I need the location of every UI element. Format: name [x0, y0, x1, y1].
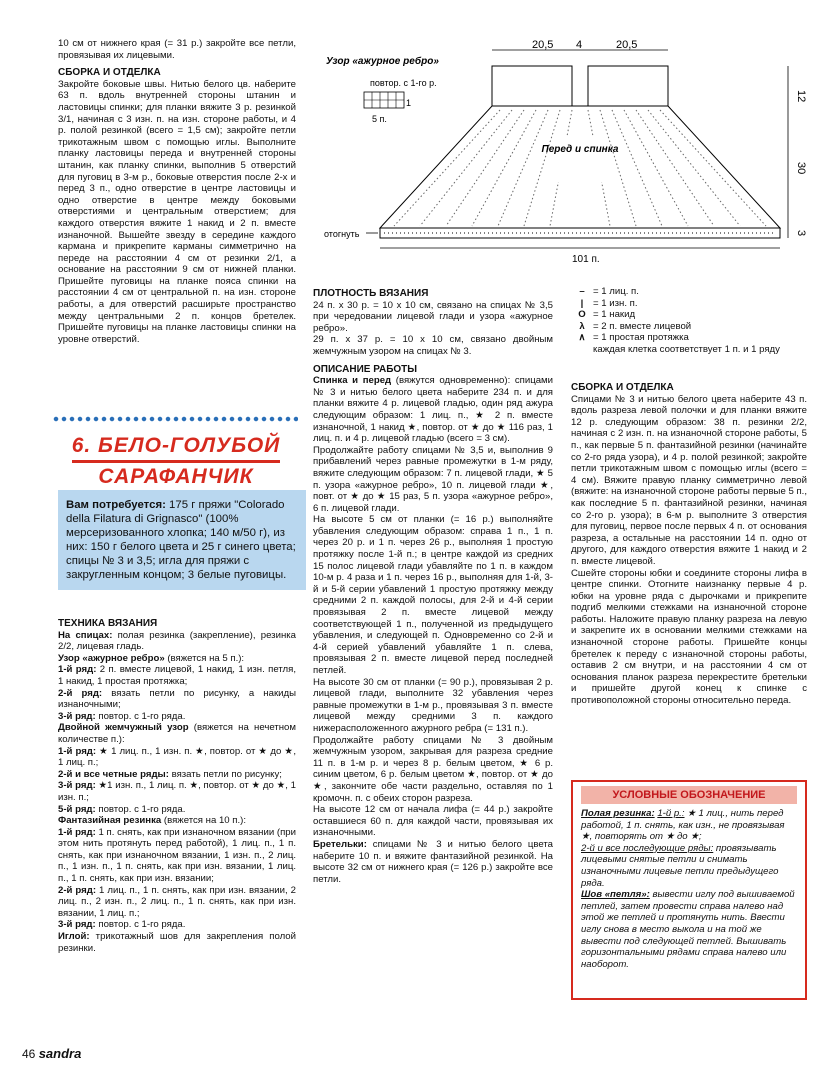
materials-text: 175 г пряжи "Colorado della Filatura di Grignasco" (100% мерсеризованного хлопка; 140 м/50 г), из них: 150 г белого цвета и 25 г синего цвета; спицы № 3 и 3,5; игла для пряжи с закругленным концом; 3 белые пуговицы. — [66, 499, 296, 581]
schematic-diagram — [320, 36, 810, 276]
technique-line-label: Узор «ажурное ребро» — [58, 652, 165, 664]
symbol-glyph: | — [580, 297, 584, 309]
technique-line-text: ★1 изн. п., 1 лиц. п. ★, повтор. от ★ до ★, 1 изн. п.; — [58, 780, 296, 803]
legend-l2-label: 2-й и все последующие ряды: — [581, 842, 714, 854]
symbol-row — [571, 286, 807, 298]
symbol-meaning: = 1 лиц. п. — [593, 286, 639, 297]
column-left — [58, 38, 296, 345]
technique-line — [58, 688, 296, 711]
symbol-meaning: = 1 накид — [593, 309, 636, 321]
technique-heading: ТЕХНИКА ВЯЗАНИЯ — [58, 618, 158, 629]
symbol-row — [571, 332, 807, 344]
legend-l1-label: Полая резинка: — [581, 808, 655, 819]
page-number: 46 — [22, 1047, 36, 1061]
technique-line — [58, 653, 296, 665]
title-line-1: 6. БЕЛО-ГОЛУБОЙ — [72, 432, 281, 463]
technique-line-text: 1 лиц. п., 1 п. снять, как при изн. вязании, 2 лиц. п., 2 изн. п., 2 лиц. п., 1 п. снять, как при изн. вязании, 1 лиц. п.; — [58, 884, 296, 919]
column-middle — [313, 288, 553, 885]
column-right — [571, 382, 807, 707]
piece-label: Перед и спинка — [541, 144, 619, 155]
technique-line-text: (вяжется на 10 п.): — [161, 815, 247, 827]
intro-text: 10 см от нижнего края (= 31 р.) закройте все петли, провязывая их лицевыми. — [58, 38, 296, 61]
legend-l3-label: Шов «петля»: — [581, 889, 650, 901]
symbol-row — [571, 298, 807, 310]
height-hem: 3 — [795, 230, 807, 237]
technique-line-label: 2-й ряд: — [58, 687, 103, 699]
technique-line — [58, 711, 296, 723]
technique-line — [58, 804, 296, 816]
legend-l2: провязывать лицевыми снятые петли и снимать изнаночными лицевые петли предыдущего ряда. — [581, 842, 779, 889]
technique-line — [58, 931, 296, 954]
materials-box — [58, 490, 306, 590]
legend-l1-row: 1-й р.: — [657, 808, 685, 819]
symbol-note: каждая клетка соответствует 1 п. и 1 ряду — [593, 343, 780, 355]
assembly2-text-2: Сшейте стороны юбки и соедините стороны лифа в центре спинки. Отогните наизнанку первые 4 р. юбки на уровне ряда с дырочками и прикрепите подгиб мелкими стежками на изнаночной стороне работы. Наложите правую планку разреза на левую и закрепите их в основании мелкими стежками на изнаночной стороне работы. Пришейте концы бретелек к переду с изнаночной стороны работы, оставив 2 см внутри, и на расстоянии 4 см от основания планок разреза перекрестите бретельки и пришейте другой конец к спинке с противоположной стороны относительно переда. — [571, 567, 807, 707]
technique-line-text: вязать петли по рисунку, а накиды изнаночными; — [58, 687, 296, 711]
density-heading: ПЛОТНОСТЬ ВЯЗАНИЯ — [313, 288, 429, 299]
symbol-meaning: = 1 изн. п. — [593, 297, 638, 309]
symbol-row — [571, 309, 807, 321]
technique-line — [58, 919, 296, 931]
work-p6 — [313, 839, 553, 885]
technique-line — [58, 769, 296, 781]
width-right: 20,5 — [616, 39, 638, 51]
brand-name: sandra — [38, 1046, 82, 1061]
technique-line-label: 1-й ряд: — [58, 664, 97, 676]
work-heading: ОПИСАНИЕ РАБОТЫ — [313, 363, 418, 375]
straps-label: Бретельки: — [313, 838, 367, 850]
row-mark: 1 — [406, 98, 412, 108]
work-intro — [313, 375, 553, 445]
technique-line-label: Двойной жемчужный узор — [58, 722, 189, 734]
technique-block — [58, 612, 296, 954]
symbol-glyph: ∧ — [578, 332, 586, 344]
title-line-2: САРАФАНЧИК — [98, 463, 253, 494]
technique-line-text: полая резинка (закрепление), резинка 2/2, лицевая гладь. — [58, 629, 296, 653]
width-left: 20,5 — [532, 39, 554, 51]
technique-line-label: 3-й ряд: — [58, 710, 96, 722]
technique-line — [58, 722, 296, 745]
legend-l3: вывести иглу под вышиваемой петлей, затем провести справа налево над этой же петлей и протянуть нить. Ввести иглу снова в место выкола и на той же вывести под следующей петлей. Вышивать горизонтальными рядами справа налево или наоборот. — [581, 889, 795, 970]
technique-line-text: повтор. с 1-го ряда. — [95, 803, 186, 815]
technique-line — [58, 664, 296, 687]
technique-line-text: (вяжется на нечетном количестве п.): — [58, 722, 296, 745]
technique-line-label: 2-й ряд: — [58, 884, 97, 896]
straps-text: спицами № 3 и нитью белого цвета наберите 10 п. и вяжите фантазийной резинкой. На высоте 32 см от нижнего края (= 126 р.) закройте все петли. — [313, 838, 553, 885]
work-p1: Продолжайте работу спицами № 3,5 и, выполнив 9 прибавлений через равные промежутки в 1-м ряду, вяжите следующим образом: 7 п. лицевой глади, ★ 5 п. узора «ажурное ребро», 10 п. лицевой глади ★, повт. от ★ до ★ 15 раз, 5 п. узора «ажурное ребро», 6 п. лицевой глади. — [313, 444, 553, 514]
bottom-count: 101 п. — [572, 254, 600, 265]
work-p4: Продолжайте работу спицами № 3 двойным жемчужным узором, закрывая для разреза средние 11 п. в 1-м р. и через 8 р. белым цветом, ★ 6 р. синим цветом, 6 р. белым цветом ★, повтор. от ★ до ★, закончите обе части раздельно, оставляя по 1 кромочн. п. с обеих сторон разреза. — [313, 734, 553, 804]
section-title — [56, 432, 296, 494]
page-footer — [22, 1046, 81, 1061]
technique-line-label: 5-й ряд: — [58, 803, 96, 815]
symbol-glyph: – — [579, 286, 585, 297]
technique-line-label: На спицах: — [58, 629, 113, 641]
dotted-divider — [52, 415, 298, 423]
legend-title: УСЛОВНЫЕ ОБОЗНАЧЕНИЕ — [581, 786, 797, 804]
materials-label: Вам потребуется: — [66, 499, 166, 511]
density-1: 24 п. х 30 р. = 10 х 10 см, связано на спицах № 3,5 при чередовании лицевой глади и узора «ажурное ребро». — [313, 299, 553, 334]
technique-line-text: вязать петли по рисунку; — [168, 768, 282, 780]
technique-line — [58, 746, 296, 769]
technique-line — [58, 815, 296, 827]
stitch-chart-title: Узор «ажурное ребро» — [326, 56, 439, 67]
technique-line-text: ★ 1 лиц. п., 1 изн. п. ★, повтор. от ★ до ★, 1 лиц. п.; — [58, 745, 296, 769]
legend-l1: ★ 1 лиц., нить перед работой, 1 п. снять, как изн., не провязывая ★, повторять от ★ до ★; — [581, 808, 785, 843]
technique-line-label: 2-й и все четные ряды: — [58, 768, 169, 780]
technique-line-text: 2 п. вместе лицевой, 1 накид, 1 изн. петля, 1 накид, 1 простая протяжка; — [58, 664, 296, 687]
work-p3: На высоте 30 см от планки (= 90 р.), провязывая 2 р. лицевой глади, выполните 32 убавления через равные промежутки в 1-м р., провязывая 3 п. вместе лицевой между средними 3 п. каждого нижерасположенного ажурного ребра (= 131 п.). — [313, 676, 553, 734]
assembly-heading: СБОРКА И ОТДЕЛКА — [58, 67, 161, 79]
stitch-chart-grid — [364, 92, 404, 108]
assembly-text: Закройте боковые швы. Нитью белого цв. наберите 63 п. вдоль внутренней стороны штанин и ластовицы спинки; для планки вяжите 3 р. резинкой 3/1, начиная с 3 изн. п. на изн. стороне работы, и 4 р. полой резинкой (всего = 1,5 см); закройте петли трикотажным швом с помощью иглы. Выполните планку ластовицы переда и внутренней стороны штанин, как планку спинки, выполнив 5 отверстий для пуговиц в 3-м р., боковые отверстия после 2-х и перед 3 п., одно отверстие в центре ластовицы и одно отверстие в центре между боковыми отверстиями и центральным отверстием; для каждого отверстия вяжите 1 накид и 2 п. вместе изнаночной. Вышейте звезду в середине каждого кармана и прикрепите карманы симметрично на переде на расстоянии 4 см от резинки 2/1, а основание на расстоянии 9 см от нижней планки. Пришейте пуговицы на планке пояса спинки на расстоянии 4 см от центральной п. на изн. стороне работы, а для отверстий расширьте пространство между центральными 2 п. концов бретелек. Пришейте пуговицы на планке ластовицы спинки на уровне отверстий. — [58, 78, 296, 345]
work-p5: На высоте 12 см от начала лифа (= 44 р.) закройте оставшиеся 60 п. для каждой части, провязывая их изнаночными. — [313, 804, 553, 839]
legend-box — [571, 780, 807, 1000]
assembly2-heading: СБОРКА И ОТДЕЛКА — [571, 382, 674, 393]
technique-line-label: 3-й ряд: — [58, 780, 96, 792]
technique-line-text: (вяжется на 5 п.): — [164, 652, 245, 664]
work-text: (вяжутся одновременно): спицами № 3 и нитью белого цвета наберите 234 п. и для планки вяжите 4 р. лицевой гладью, один ряд ажура следующим образом: 1 лиц. п., ★ 2 п. вместе изнаночной, 1 накид ★, повтор. от ★ до ★ 116 раз, 1 лиц. п. и 4 р. лицевой гладью (всего = 3 см). — [313, 375, 553, 445]
symbol-glyph: O — [578, 309, 586, 321]
technique-line-text: повтор. с 1-го ряда. — [95, 919, 186, 931]
technique-line — [58, 630, 296, 653]
stitch-repeat-note: повтор. с 1-го р. — [370, 78, 437, 88]
technique-line-label: Иглой: — [58, 931, 90, 943]
height-skirt: 30 — [795, 162, 807, 175]
technique-line-label: Фантазийная резинка — [58, 815, 162, 827]
technique-line — [58, 885, 296, 920]
symbol-glyph: λ — [579, 320, 585, 332]
technique-line-text: повтор. с 1-го ряда. — [95, 710, 186, 722]
symbol-legend — [571, 286, 807, 356]
technique-line-text: трикотажный шов для закрепления полой резинки. — [58, 931, 296, 954]
symbol-meaning: = 2 п. вместе лицевой — [593, 320, 692, 332]
work-p2: На высоте 5 см от планки (= 16 р.) выполняйте убавления следующим образом: справа 1 п., 1 п. через 20 р. и 1 п. через 26 р., выполняя 1 простую протяжку после 1-й п.; в центре каждой из средних 15 полос лицевой глади убавляйте по 1 п. в каждом 10-м р. 4 раза и 1 п. через 16 р., выполняя для 1-й, 3-й и 5-й серии убавлений 1 простую протяжку между средними 2 п. каждой полосы, для 2-й и 4-й серии провязывая 2 п. вместе лицевой между соответствующей 1 п., полученной из предыдущего убавления, и следующей п. Одновременно со 2-й и 4-й серией убавлений убавляйте 1 п. слева, провязывая 2 п. вместе лицевой перед последней петлей. — [313, 514, 553, 676]
work-subheading: Спинка и перед — [313, 375, 392, 387]
technique-line-label: 3-й ряд: — [58, 919, 96, 931]
symbol-row — [571, 321, 807, 333]
assembly2-text: Спицами № 3 и нитью белого цвета наберите 43 п. вдоль разреза левой полочки и для планки вяжите 12 р. следующим образом: 38 п. резинки 2/2, начиная с 2 изн. п. на изнаночной стороне работы, 5 п., как первые 5 п. фантазийной резинки (начинайте со 2-го ряда узора), и 4 р. полой резинкой; закройте петли трикотажным швом с помощью иглы (всего = 4 см). Вяжите правую планку симметрично левой (вяжите: на изнаночной стороне работы первые 5 п., как последние 5 п. фантазийной резинки, начиная со 2-го р. узора); в 6-м р. выполните 3 отверстия для пуговиц, первое после первых 4 п. от основания разреза, а остальные на расстоянии 14 п. одно от другого, для каждого отверстия вяжите 1 накид и 2 п. вместе лицевой. — [571, 393, 807, 567]
technique-line-label: 1-й ряд: — [58, 826, 96, 838]
width-middle: 4 — [576, 39, 583, 51]
stitch-count: 5 п. — [372, 114, 387, 124]
symbol-meaning: = 1 простая протяжка — [593, 332, 689, 344]
technique-line — [58, 827, 296, 885]
height-bodice: 12 — [795, 90, 807, 103]
fold-label: отогнуть — [324, 229, 360, 239]
technique-line — [58, 780, 296, 803]
density-2: 29 п. х 37 р. = 10 х 10 см, связано двойным жемчужным узором на спицах № 3. — [313, 334, 553, 357]
technique-line-text: 1 п. снять, как при изнаночном вязании (при этом нить протянуть перед работой), 1 лиц. п., 1 п. снять, как при изнаночном вязании, 1 изн. п., 2 лиц. п., 1 изн. п., 1 п. снять, как при изн. вязании, 1 лиц. п., 1 п. снять, как при изн. вязании; — [58, 826, 296, 885]
technique-line-label: 1-й ряд: — [58, 745, 97, 757]
